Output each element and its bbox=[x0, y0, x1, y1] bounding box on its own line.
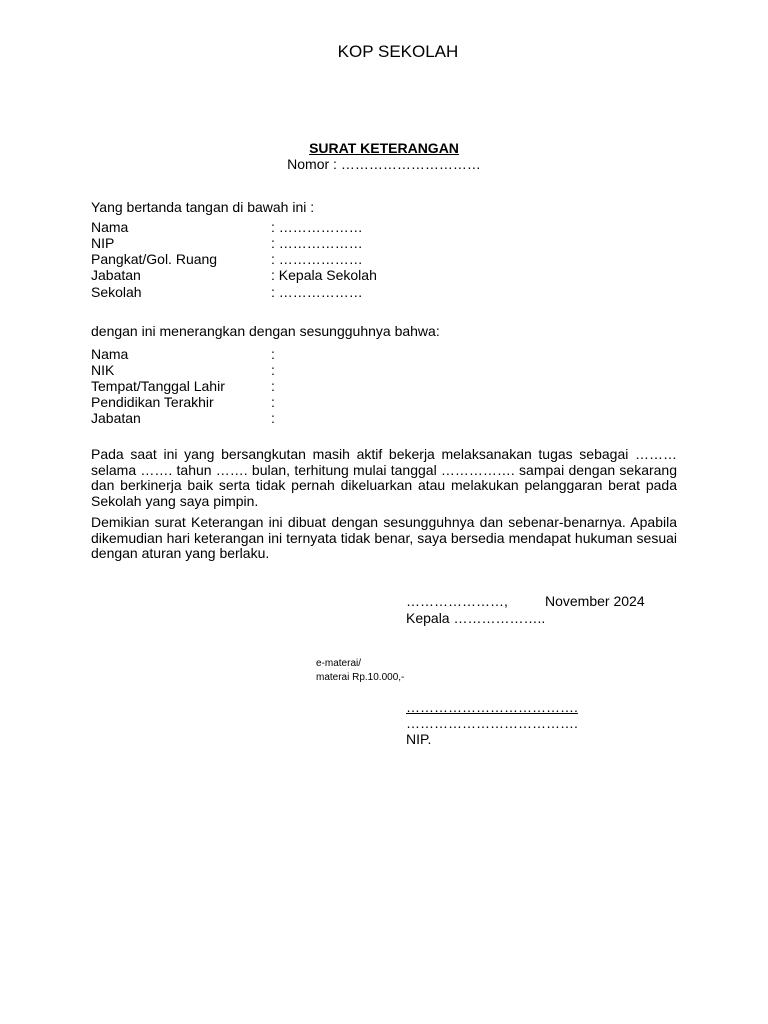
materai-label-line1: e-materai/ bbox=[316, 658, 362, 669]
body-paragraph-closing: Demikian surat Keterangan ini dibuat dengan sesungguhnya dan sebenar-benarnya. Apabila dikemudian hari keterangan ini ternyata tidak benar, saya bersedia mendapat hukuman sesuai dengan aturan yang berlaku. bbox=[91, 514, 677, 561]
subject-label-pendidikan: Pendidikan Terakhir bbox=[91, 394, 214, 410]
body-paragraph-status: Pada saat ini yang bersangkutan masih aktif bekerja melaksanakan tugas sebagai ……… selama ……. tahun ……. bulan, terhitung mulai tanggal ……………. sampai dengan sekarang dan berkinerja baik serta tidak pernah dikeluarkan atau melakukan pelanggaran berat pada Sekolah yang saya pimpin. bbox=[91, 446, 677, 509]
letter-number: Nomor : ………………………… bbox=[287, 156, 481, 172]
subject-label-jabatan: Jabatan bbox=[91, 410, 141, 426]
signature-place: …………………, bbox=[406, 593, 508, 609]
subject-intro: dengan ini menerangkan dengan sesungguhnya bahwa: bbox=[91, 323, 440, 339]
signer-label-jabatan: Jabatan bbox=[91, 267, 141, 283]
signer-value-jabatan: : Kepala Sekolah bbox=[271, 267, 377, 283]
letterhead-placeholder: KOP SEKOLAH bbox=[337, 42, 459, 61]
signer-label-pangkat: Pangkat/Gol. Ruang bbox=[91, 251, 218, 267]
signature-name-line: ………………………………. bbox=[406, 699, 578, 715]
signature-role: Kepala ……………….. bbox=[406, 610, 546, 626]
signature-date: November 2024 bbox=[545, 593, 645, 609]
subject-value-nama: : bbox=[271, 346, 275, 362]
signer-label-nip: NIP bbox=[91, 235, 115, 251]
signer-intro: Yang bertanda tangan di bawah ini : bbox=[91, 199, 315, 215]
subject-label-nik: NIK bbox=[91, 362, 115, 378]
signer-value-pangkat: : ……………… bbox=[271, 251, 363, 267]
signer-label-sekolah: Sekolah bbox=[91, 284, 142, 300]
signature-name-line-2: ………………………………. bbox=[406, 715, 578, 731]
signer-value-sekolah: : ……………… bbox=[271, 284, 363, 300]
letter-title: SURAT KETERANGAN bbox=[309, 140, 459, 156]
subject-label-ttl: Tempat/Tanggal Lahir bbox=[91, 378, 225, 394]
subject-value-nik: : bbox=[271, 362, 275, 378]
subject-value-pendidikan: : bbox=[271, 394, 275, 410]
signer-label-nama: Nama bbox=[91, 219, 129, 235]
signature-nip: NIP. bbox=[406, 731, 432, 747]
materai-label-line2: materai Rp.10.000,- bbox=[316, 672, 405, 683]
subject-value-ttl: : bbox=[271, 378, 275, 394]
subject-label-nama: Nama bbox=[91, 346, 129, 362]
subject-value-jabatan: : bbox=[271, 410, 275, 426]
signer-value-nama: : ……………… bbox=[271, 219, 363, 235]
signer-value-nip: : ……………… bbox=[271, 235, 363, 251]
